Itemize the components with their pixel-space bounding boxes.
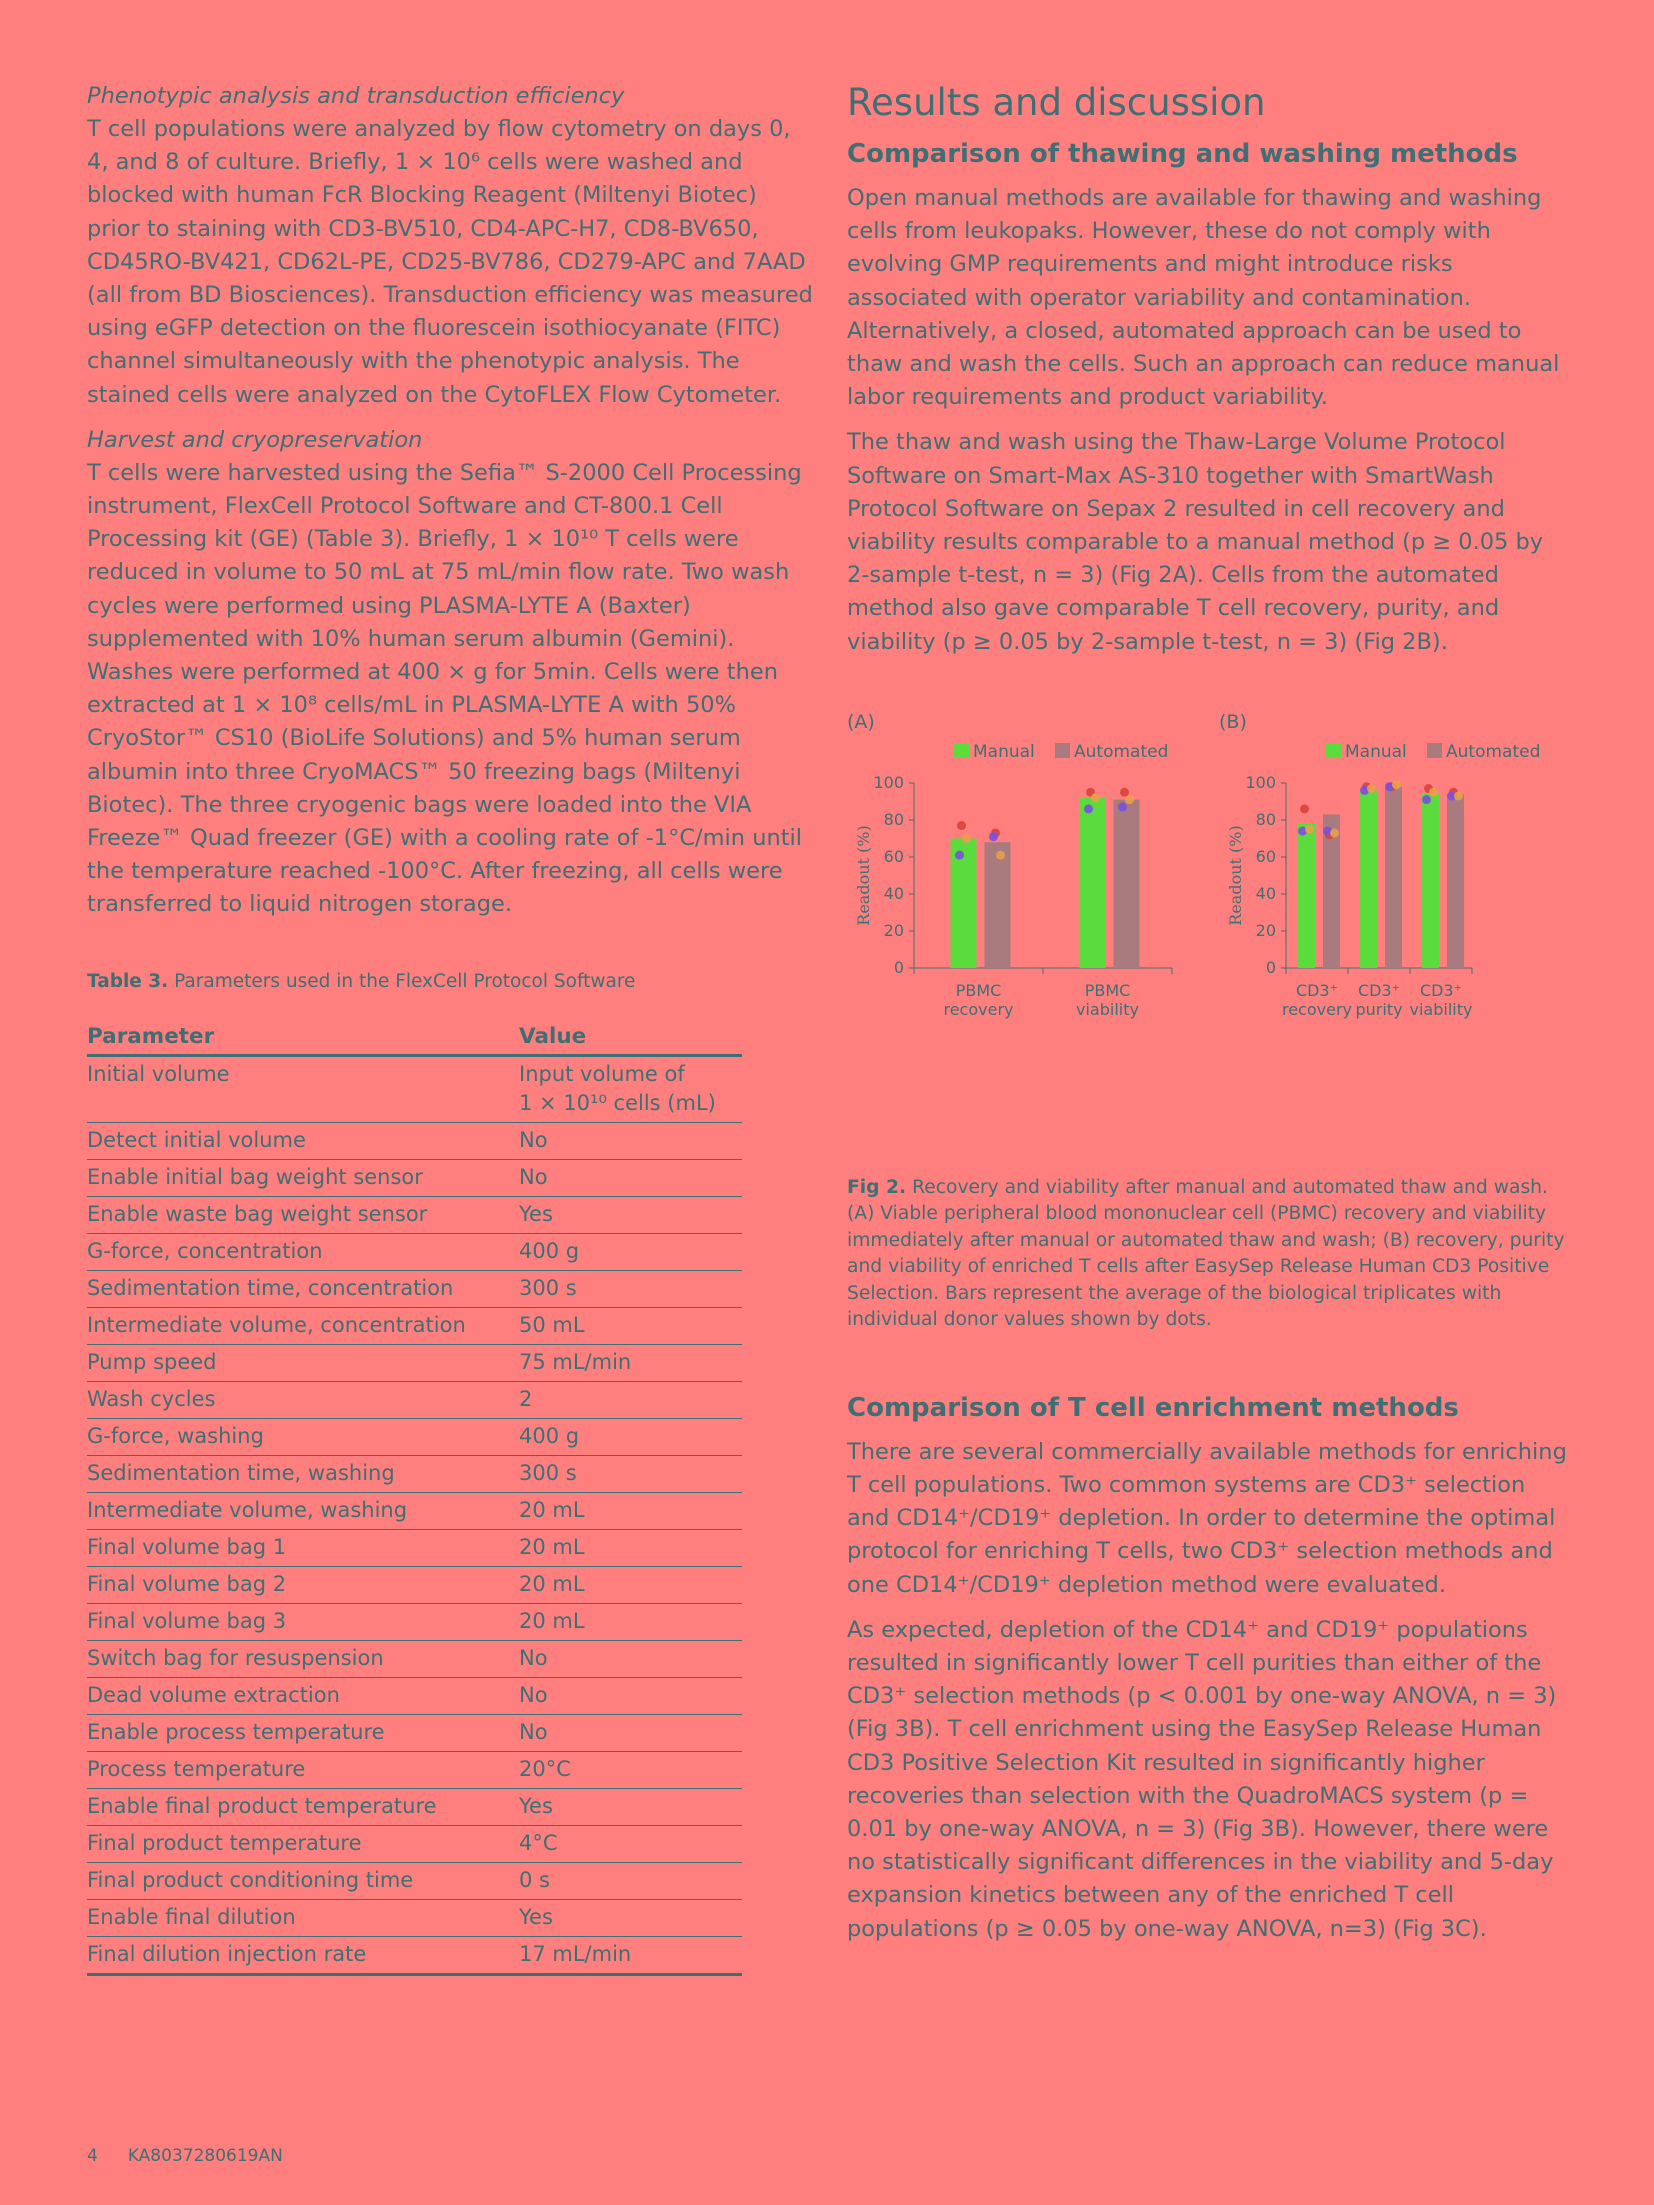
value-cell: 4°C — [519, 1825, 742, 1862]
table-row — [87, 1677, 742, 1714]
table-row — [87, 1159, 742, 1196]
parameter-cell: Enable final product temperature — [87, 1788, 519, 1825]
enrichment-section-heading: Comparison of T cell enrichment methods — [847, 1392, 1459, 1423]
bar-automated — [1114, 799, 1140, 967]
x-tick-label: recovery — [943, 999, 1014, 1019]
document-code: KA8037280619AN — [127, 2146, 283, 2166]
chart-a — [847, 703, 1217, 1173]
thaw-paragraph-2: The thaw and wash using the Thaw-Large Volume Protocol Software on Smart-Max AS-310 together with SmartWash Protocol Software on Sepax 2 resulted in cell recovery and viability results comparable to a manual method (p ≥ 0.05 by 2-sample t-test, n = 3) (Fig 2A). Cells from the automated method also gave comparable T cell recovery, purity, and viability (p ≥ 0.05 by 2-sample t-test, n = 3) (Fig 2B). — [847, 429, 1544, 655]
table-row — [87, 1196, 742, 1233]
parameter-cell: Final volume bag 2 — [87, 1566, 519, 1603]
x-tick-label: purity — [1355, 999, 1403, 1019]
value-cell: Yes — [519, 1788, 742, 1825]
value-cell: 0 s — [519, 1862, 742, 1899]
bar-automated — [1447, 794, 1464, 968]
parameter-cell: Enable process temperature — [87, 1714, 519, 1751]
parameter-cell: Enable final dilution — [87, 1899, 519, 1936]
table-row — [87, 1936, 742, 1974]
chart-b — [1219, 703, 1589, 1173]
legend-swatch — [954, 743, 969, 758]
parameter-cell: Dead volume extraction — [87, 1677, 519, 1714]
table-row — [87, 1122, 742, 1159]
table-row — [87, 1640, 742, 1677]
parameter-cell: Sedimentation time, washing — [87, 1455, 519, 1492]
data-dot — [1091, 793, 1100, 802]
data-dot — [1125, 795, 1134, 804]
table-row — [87, 1455, 742, 1492]
x-tick-label: viability — [1409, 999, 1473, 1019]
data-dot — [1084, 804, 1093, 813]
table-row — [87, 1788, 742, 1825]
page-footer — [87, 2146, 283, 2166]
parameter-cell: G-force, concentration — [87, 1233, 519, 1270]
parameter-cell: Intermediate volume, concentration — [87, 1307, 519, 1344]
table-row — [87, 1381, 742, 1418]
data-dot — [955, 850, 964, 859]
x-tick-label: PBMC — [955, 980, 1002, 1000]
table-header-value: Value — [519, 1022, 742, 1056]
value-cell: 2 — [519, 1381, 742, 1418]
figure-2 — [847, 703, 1567, 1173]
value-cell: 300 s — [519, 1270, 742, 1307]
enrichment-paragraph-1: There are several commercially available methods for enriching T cell populations. Two common systems are CD3⁺ selection and CD14⁺/CD19⁺ depletion. In order to determine the optimal protocol for enriching T cells, two CD3⁺ selection methods and one CD14⁺/CD19⁺ depletion method were evaluated. — [847, 1438, 1567, 1598]
data-dot — [1330, 828, 1339, 837]
value-cell: 400 g — [519, 1233, 742, 1270]
table-row — [87, 1714, 742, 1751]
table-caption-label: Table 3. — [87, 970, 169, 992]
y-axis-label: Readout (%) — [854, 825, 873, 926]
table-row — [87, 1344, 742, 1381]
legend-swatch — [1427, 743, 1442, 758]
figure-caption-text: Recovery and viability after manual and automated thaw and wash. (A) Viable peripheral blood mononuclear cell (PBMC) recovery and viability immediately after manual or automated thaw and wash; (B) recovery, purity and viability of enriched T cells after EasySep Release Human CD3 Positive Selection. Bars represent the average of the biological triplicates with individual donor values shown by dots. — [847, 1176, 1565, 1331]
panel-label: (A) — [847, 710, 875, 733]
parameter-cell: Enable waste bag weight sensor — [87, 1196, 519, 1233]
thaw-section-heading: Comparison of thawing and washing methods — [847, 139, 1518, 169]
parameter-cell: Wash cycles — [87, 1381, 519, 1418]
bar-manual — [951, 838, 977, 968]
y-tick-label: 100 — [1245, 772, 1276, 792]
figure-caption — [847, 1175, 1567, 1334]
value-cell: Yes — [519, 1899, 742, 1936]
legend-label: Automated — [1446, 741, 1541, 762]
parameter-cell: Final volume bag 3 — [87, 1603, 519, 1640]
parameter-cell: Final dilution injection rate — [87, 1936, 519, 1974]
bar-manual — [1298, 824, 1315, 968]
bar-manual — [1080, 798, 1106, 968]
table-row — [87, 1566, 742, 1603]
value-cell: 75 mL/min — [519, 1344, 742, 1381]
table-row — [87, 1862, 742, 1899]
legend-label: Automated — [1074, 741, 1169, 762]
y-axis-label: Readout (%) — [1226, 825, 1245, 926]
enrichment-paragraph-2: As expected, depletion of the CD14⁺ and CD19⁺ populations resulted in significantly lower T cell purities than either of the CD3⁺ selection methods (p < 0.001 by one-way ANOVA, n = 3) (Fig 3B). T cell enrichment using the EasySep Release Human CD3 Positive Selection Kit resulted in significantly higher recoveries than selection with the QuadroMACS system (p = 0.01 by one-way ANOVA, n = 3) (Fig 3B). However, there were no statistically significant differences in the viability and 5-day expansion kinetics between any of the enriched T cell populations (p ≥ 0.05 by one-way ANOVA, n=3) (Fig 3C). — [847, 1616, 1557, 1942]
data-dot — [1300, 804, 1309, 813]
table-row — [87, 1529, 742, 1566]
x-tick-label: CD3⁺ — [1295, 980, 1339, 1000]
table-caption — [87, 970, 814, 994]
phenotypic-heading: Phenotypic analysis and transduction efficiency — [87, 83, 625, 109]
table-row — [87, 1751, 742, 1788]
data-dot — [1454, 791, 1463, 800]
table-header-row — [87, 1022, 742, 1056]
y-tick-label: 20 — [1255, 920, 1276, 940]
legend-label: Manual — [1345, 741, 1407, 762]
value-cell: No — [519, 1640, 742, 1677]
value-cell: 20°C — [519, 1751, 742, 1788]
y-tick-label: 20 — [883, 920, 904, 940]
thaw-paragraph-1: Open manual methods are available for thawing and washing cells from leukopaks. However, these do not comply with evolving GMP requirements and might introduce risks associated with operator variability and contamination. Alternatively, a closed, automated approach can be used to thaw and wash the cells. Such an approach can reduce manual labor requirements and product variability. — [847, 185, 1560, 411]
bar-manual — [1422, 794, 1439, 968]
table-row — [87, 1055, 742, 1122]
data-dot — [989, 832, 998, 841]
value-cell: 20 mL — [519, 1492, 742, 1529]
value-cell: No — [519, 1122, 742, 1159]
y-tick-label: 100 — [873, 772, 904, 792]
data-dot — [1422, 795, 1431, 804]
table-row — [87, 1603, 742, 1640]
y-tick-label: 40 — [883, 883, 904, 903]
y-tick-label: 60 — [1255, 846, 1276, 866]
data-dot — [1392, 780, 1401, 789]
data-dot — [1118, 802, 1127, 811]
value-cell: Input volume of 1 × 10¹⁰ cells (mL) — [519, 1055, 742, 1122]
harvest-text: T cells were harvested using the Sefia™ S-2000 Cell Processing instrument, FlexCell Protocol Software and CT-800.1 Cell Processing kit (GE) (Table 3). Briefly, 1 × 10¹⁰ T cells were reduced in volume to 50 mL at 75 mL/min flow rate. Two wash cycles were performed using PLASMA-LYTE A (Baxter) supplemented with 10% human serum albumin (Gemini). Washes were performed at 400 × g for 5min. Cells were then extracted at 1 × 10⁸ cells/mL in PLASMA-LYTE A with 50% CryoStor™ CS10 (BioLife Solutions) and 5% human serum albumin into three CryoMACS™ 50 freezing bags (Miltenyi Biotec). The three cryogenic bags were loaded into the VIA Freeze™ Quad freezer (GE) with a cooling rate of -1°C/min until the temperature reached -100°C. After freezing, all cells were transferred to liquid nitrogen storage. — [87, 459, 803, 918]
table-body — [87, 1055, 742, 1974]
value-cell: 20 mL — [519, 1566, 742, 1603]
left-column — [87, 80, 814, 1976]
parameter-cell: Enable initial bag weight sensor — [87, 1159, 519, 1196]
page-number: 4 — [87, 2146, 98, 2166]
phenotypic-text: T cell populations were analyzed by flow cytometry on days 0, 4, and 8 of culture. Briefly, 1 × 10⁶ cells were washed and blocked with human FcR Blocking Reagent (Miltenyi Biotec) prior to staining with CD3-BV510, CD4-APC-H7, CD8-BV650, CD45RO-BV421, CD62L-PE, CD25-BV786, CD279-APC and 7AAD (all from BD Biosciences). Transduction efficiency was measured using eGFP detection on the fluorescein isothiocyanate (FITC) channel simultaneously with the phenotypic analysis. The stained cells were analyzed on the CytoFLEX Flow Cytometer. — [87, 116, 813, 408]
x-tick-label: recovery — [1281, 999, 1353, 1019]
y-tick-label: 0 — [893, 957, 904, 977]
x-tick-label: CD3⁺ — [1419, 980, 1463, 1000]
table-row — [87, 1270, 742, 1307]
x-tick-label: PBMC — [1084, 980, 1131, 1000]
table-header-parameter: Parameter — [87, 1022, 519, 1056]
data-dot — [957, 821, 966, 830]
data-dot — [1120, 788, 1129, 797]
value-cell: 50 mL — [519, 1307, 742, 1344]
legend-swatch — [1326, 743, 1341, 758]
y-tick-label: 0 — [1265, 957, 1276, 977]
bar-manual — [1360, 790, 1377, 968]
y-tick-label: 80 — [883, 809, 904, 829]
value-cell: 400 g — [519, 1418, 742, 1455]
y-tick-label: 60 — [883, 846, 904, 866]
parameter-cell: Detect initial volume — [87, 1122, 519, 1159]
figure-caption-label: Fig 2. — [847, 1176, 907, 1198]
parameter-cell: Switch bag for resuspension — [87, 1640, 519, 1677]
parameters-table — [87, 1022, 742, 1976]
value-cell: 300 s — [519, 1455, 742, 1492]
parameter-cell: G-force, washing — [87, 1418, 519, 1455]
table-row — [87, 1492, 742, 1529]
table-row — [87, 1233, 742, 1270]
legend-swatch — [1055, 743, 1070, 758]
data-dot — [1429, 788, 1438, 797]
harvest-heading: Harvest and cryopreservation — [87, 426, 423, 453]
parameter-cell: Final product temperature — [87, 1825, 519, 1862]
bar-automated — [985, 842, 1011, 968]
bar-automated — [1385, 787, 1402, 968]
table-caption-text: Parameters used in the FlexCell Protocol Software — [168, 970, 636, 992]
parameter-cell: Initial volume — [87, 1055, 519, 1122]
value-cell: 17 mL/min — [519, 1936, 742, 1974]
table-row — [87, 1899, 742, 1936]
legend-label: Manual — [973, 741, 1035, 762]
right-column — [847, 80, 1567, 1958]
value-cell: No — [519, 1714, 742, 1751]
y-tick-label: 40 — [1255, 883, 1276, 903]
value-cell: Yes — [519, 1196, 742, 1233]
value-cell: 20 mL — [519, 1529, 742, 1566]
value-cell: 20 mL — [519, 1603, 742, 1640]
x-tick-label: viability — [1076, 999, 1139, 1019]
data-dot — [996, 850, 1005, 859]
table-row — [87, 1418, 742, 1455]
parameter-cell: Pump speed — [87, 1344, 519, 1381]
table-row — [87, 1307, 742, 1344]
parameter-cell: Intermediate volume, washing — [87, 1492, 519, 1529]
parameter-cell: Sedimentation time, concentration — [87, 1270, 519, 1307]
parameter-cell: Final product conditioning time — [87, 1862, 519, 1899]
parameter-cell: Process temperature — [87, 1751, 519, 1788]
parameter-cell: Final volume bag 1 — [87, 1529, 519, 1566]
value-cell: No — [519, 1159, 742, 1196]
table-row — [87, 1825, 742, 1862]
data-dot — [962, 834, 971, 843]
x-tick-label: CD3⁺ — [1357, 980, 1401, 1000]
data-dot — [1367, 784, 1376, 793]
results-heading: Results and discussion — [847, 81, 1266, 124]
panel-label: (B) — [1219, 710, 1247, 733]
y-tick-label: 80 — [1255, 809, 1276, 829]
data-dot — [1305, 825, 1314, 834]
value-cell: No — [519, 1677, 742, 1714]
